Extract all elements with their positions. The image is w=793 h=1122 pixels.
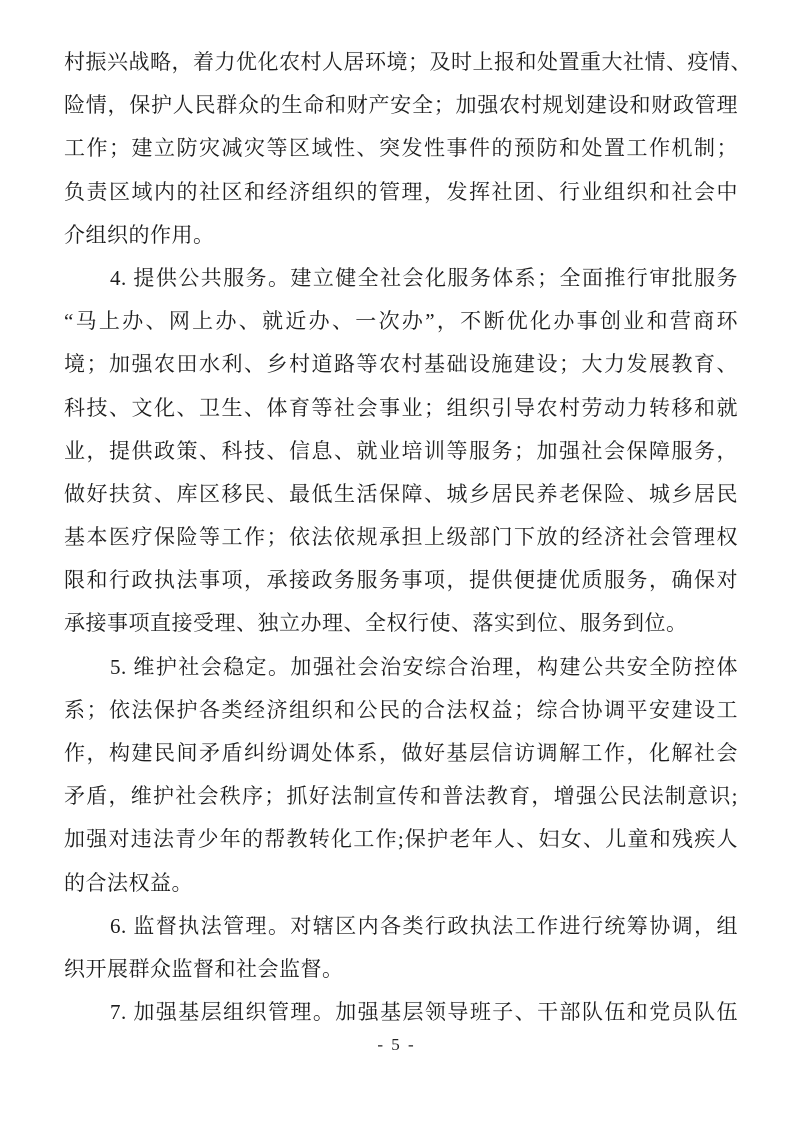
text-line: 承接事项直接受理、独立办理、全权行使、落实到位、服务到位。 xyxy=(64,611,688,636)
text-line: 7. 加强基层组织管理。加强基层领导班子、干部队伍和党员队伍 xyxy=(110,1000,738,1025)
text-line: 介组织的作用。 xyxy=(64,222,215,247)
text-line: 5. 维护社会稳定。加强社会治安综合治理，构建公共安全防控体 xyxy=(110,654,738,679)
text-line: 矛盾，维护社会秩序；抓好法制宣传和普法教育，增强公民法制意识; xyxy=(64,784,738,809)
text-line: 4. 提供公共服务。建立健全社会化服务体系；全面推行审批服务 xyxy=(110,265,738,290)
text-line: “马上办、网上办、就近办、一次办”，不断优化办事创业和营商环 xyxy=(64,309,738,334)
text-line: 险情，保护人民群众的生命和财产安全；加强农村规划建设和财政管理 xyxy=(64,93,738,118)
text-line: 基本医疗保险等工作；依法依规承担上级部门下放的经济社会管理权 xyxy=(64,525,738,550)
text-line: 系；依法保护各类经济组织和公民的合法权益；综合协调平安建设工 xyxy=(64,697,738,722)
text-line: 加强对违法青少年的帮教转化工作;保护老年人、妇女、儿童和残疾人 xyxy=(64,827,738,852)
text-line: 的合法权益。 xyxy=(64,870,193,895)
text-line: 作，构建民间矛盾纠纷调处体系，做好基层信访调解工作，化解社会 xyxy=(64,741,738,765)
text-line: 境；加强农田水利、乡村道路等农村基础设施建设；大力发展教育、 xyxy=(64,352,738,377)
text-line: 村振兴战略，着力优化农村人居环境；及时上报和处置重大社情、疫情、 xyxy=(64,50,752,74)
text-line: 工作；建立防灾减灾等区域性、突发性事件的预防和处置工作机制； xyxy=(64,136,738,161)
text-line: 织开展群众监督和社会监督。 xyxy=(64,956,344,981)
document-body xyxy=(64,41,752,1034)
text-line: 6. 监督执法管理。对辖区内各类行政执法工作进行统筹协调，组 xyxy=(110,913,738,938)
text-line: 科技、文化、卫生、体育等社会事业；组织引导农村劳动力转移和就 xyxy=(64,395,738,420)
text-line: 负责区域内的社区和经济组织的管理，发挥社团、行业组织和社会中 xyxy=(64,179,738,204)
text-line: 做好扶贫、库区移民、最低生活保障、城乡居民养老保险、城乡居民 xyxy=(64,481,738,506)
page-number: - 5 - xyxy=(377,1035,416,1054)
text-line: 业，提供政策、科技、信息、就业培训等服务；加强社会保障服务， xyxy=(64,438,738,463)
text-line: 限和行政执法事项，承接政务服务事项，提供便捷优质服务，确保对 xyxy=(64,568,738,593)
